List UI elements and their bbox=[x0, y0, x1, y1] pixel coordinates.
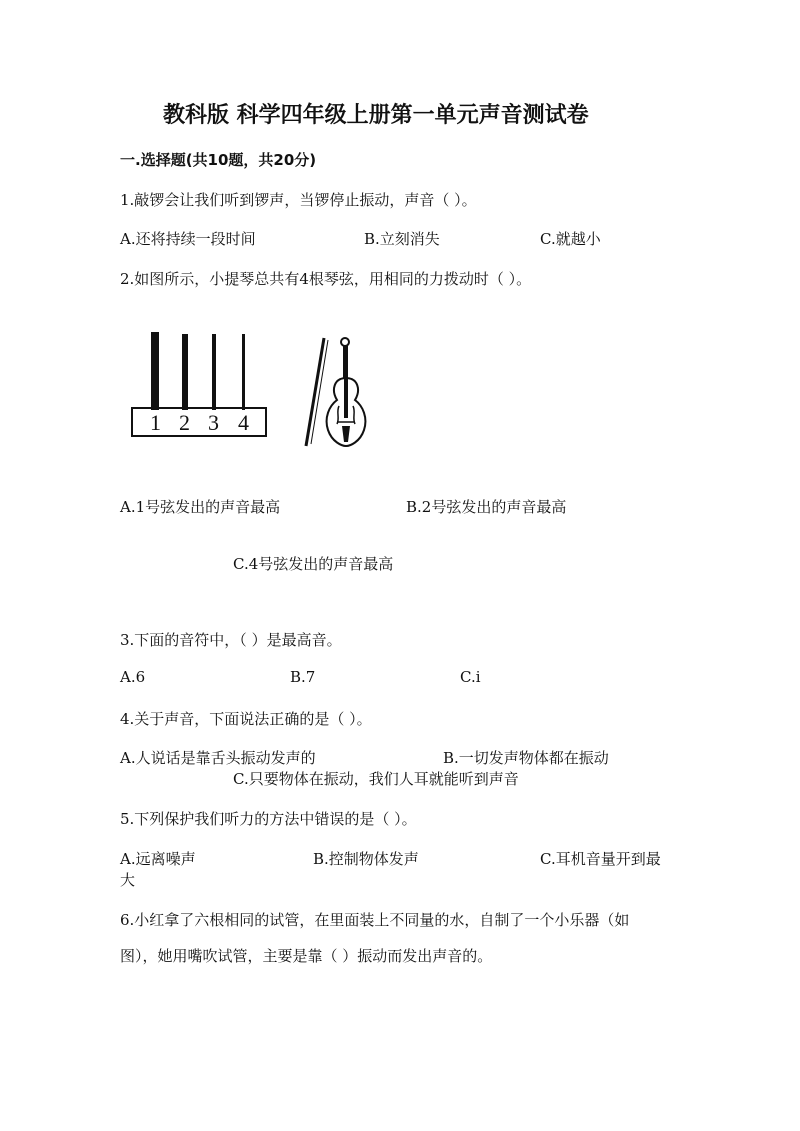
q1-option-b: B.立刻消失 bbox=[364, 230, 440, 248]
string-3 bbox=[212, 334, 216, 410]
q3-option-b: B.7 bbox=[290, 668, 316, 686]
q1-option-c: C.就越小 bbox=[540, 230, 601, 248]
section-heading: 一.选择题(共10题，共20分) bbox=[120, 151, 317, 169]
q1-option-a: A.还将持续一段时间 bbox=[120, 230, 256, 248]
string-label-4: 4 bbox=[238, 410, 249, 435]
string-label-1: 1 bbox=[150, 410, 161, 435]
q3-option-a: A.6 bbox=[120, 668, 146, 686]
q5-option-c-continued: 大 bbox=[120, 871, 136, 889]
q5-option-a: A.远离噪声 bbox=[120, 850, 196, 868]
question-3: 3.下面的音符中，（ ）是最高音。 bbox=[120, 631, 342, 649]
q5-option-c: C.耳机音量开到最 bbox=[540, 850, 661, 868]
page-title: 教科版 科学四年级上册第一单元声音测试卷 bbox=[163, 103, 589, 128]
violin-icon bbox=[300, 334, 372, 452]
question-6-line-2: 图），她用嘴吹试管，主要是靠（ ）振动而发出声音的。 bbox=[120, 947, 493, 965]
q4-option-b: B.一切发声物体都在振动 bbox=[443, 749, 609, 767]
question-5: 5.下列保护我们听力的方法中错误的是（ ）。 bbox=[120, 810, 417, 828]
string-1 bbox=[151, 332, 159, 410]
question-1: 1.敲锣会让我们听到锣声，当锣停止振动，声音（ ）。 bbox=[120, 191, 477, 209]
q4-option-a: A.人说话是靠舌头振动发声的 bbox=[120, 749, 316, 767]
question-2: 2.如图所示，小提琴总共有4根琴弦，用相同的力拨动时（ ）。 bbox=[120, 270, 532, 288]
string-2 bbox=[182, 334, 188, 410]
string-4 bbox=[242, 334, 245, 410]
q2-option-a: A.1号弦发出的声音最高 bbox=[120, 498, 281, 516]
q3-option-c: C.i bbox=[460, 668, 481, 686]
q4-option-c: C.只要物体在振动，我们人耳就能听到声音 bbox=[233, 770, 519, 788]
string-label-3: 3 bbox=[208, 410, 219, 435]
string-label-2: 2 bbox=[179, 410, 190, 435]
question-6-line-1: 6.小红拿了六根相同的试管，在里面装上不同量的水，自制了一个小乐器（如 bbox=[120, 911, 630, 929]
q5-option-b: B.控制物体发声 bbox=[313, 850, 419, 868]
q2-option-c: C.4号弦发出的声音最高 bbox=[233, 555, 394, 573]
question-4: 4.关于声音，下面说法正确的是（ ）。 bbox=[120, 710, 372, 728]
q2-option-b: B.2号弦发出的声音最高 bbox=[406, 498, 567, 516]
violin-strings-figure bbox=[128, 328, 278, 448]
